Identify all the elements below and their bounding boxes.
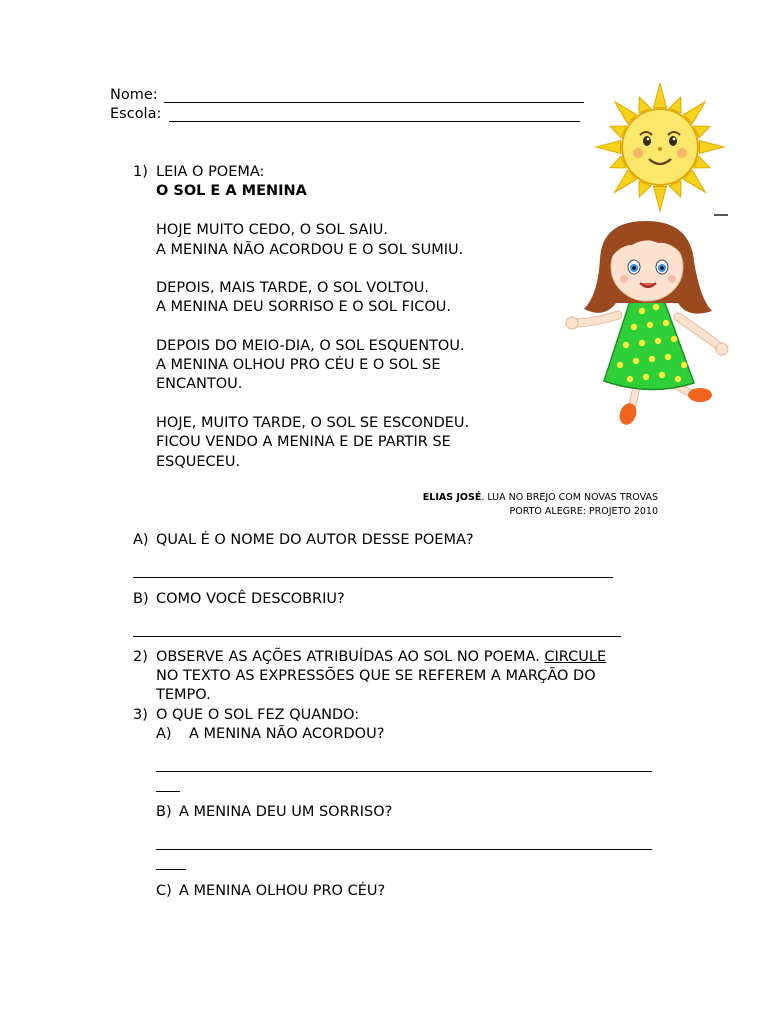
q2-line2: NO TEXTO AS EXPRESSÕES QUE SE REFEREM A MARÇÃO DO <box>156 668 596 684</box>
dress-dot-icon <box>681 362 687 368</box>
dress-dot-icon <box>649 356 655 362</box>
q1-instruction: LEIA O POEMA: <box>156 164 265 180</box>
q3a-label: A) <box>156 726 172 742</box>
poem-line: HOJE MUITO CEDO, O SOL SAIU. <box>156 222 388 238</box>
dress-dot-icon <box>639 308 645 314</box>
source-book: . LUA NO BREJO COM NOVAS TROVAS <box>481 492 658 503</box>
dress-dot-icon <box>653 304 659 310</box>
dress-dot-icon <box>647 322 653 328</box>
poem-line: DEPOIS DO MEIO-DIA, O SOL ESQUENTOU. <box>156 338 465 354</box>
dress-dot-icon <box>617 362 623 368</box>
q3c-label: C) <box>156 883 172 899</box>
name-label: Nome: <box>110 87 158 103</box>
sun-illustration <box>590 83 730 215</box>
q3-text: O QUE O SOL FEZ QUANDO: <box>156 707 360 723</box>
qb-text: COMO VOCÊ DESCOBRIU? <box>156 591 345 607</box>
dress-dot-icon <box>665 354 671 360</box>
q3-number: 3) <box>133 707 148 723</box>
q2-line3: TEMPO. <box>156 687 211 703</box>
q2-circle-word: CIRCULE <box>544 649 607 665</box>
poem-source <box>423 491 658 505</box>
dress-dot-icon <box>643 374 649 380</box>
poem-line: DEPOIS, MAIS TARDE, O SOL VOLTOU. <box>156 280 429 296</box>
q3a-text: A MENINA NÃO ACORDOU? <box>189 726 385 742</box>
dress-dot-icon <box>623 342 629 348</box>
dress-dot-icon <box>655 338 661 344</box>
q3a-answer-line-wrap[interactable] <box>156 791 180 792</box>
dress-dot-icon <box>633 358 639 364</box>
source-author: ELIAS JOSÉ <box>422 492 482 503</box>
sun-ray-icon <box>654 187 667 212</box>
poem-line: A MENINA DEU SORRISO E O SOL FICOU. <box>156 299 451 315</box>
school-answer-line[interactable] <box>169 121 580 122</box>
dress-dot-icon <box>627 376 633 382</box>
dress-dot-icon <box>659 372 665 378</box>
poem-line: ESQUECEU. <box>156 454 241 470</box>
dress-dot-icon <box>663 320 669 326</box>
q3a-answer-line[interactable] <box>156 771 652 772</box>
q3b-label: B) <box>156 804 172 820</box>
poem-line: FICOU VENDO A MENINA E DE PARTIR SE <box>156 434 451 450</box>
qa-text: QUAL É O NOME DO AUTOR DESSE POEMA? <box>156 532 474 548</box>
qb-label: B) <box>133 591 149 607</box>
girl-illustration <box>562 215 732 430</box>
poem-line: A MENINA OLHOU PRO CÉU E O SOL SE <box>156 357 441 373</box>
dress-dot-icon <box>639 340 645 346</box>
q2-line1-text: OBSERVE AS AÇÕES ATRIBUÍDAS AO SOL NO POEMA. <box>156 649 545 665</box>
source-publisher: PORTO ALEGRE: PROJETO 2010 <box>509 506 658 517</box>
q3b-answer-line[interactable] <box>156 849 652 850</box>
q2-line1 <box>156 648 606 667</box>
poem-title: O SOL E A MENINA <box>156 183 307 199</box>
q1-number: 1) <box>133 164 148 180</box>
dress-dot-icon <box>631 324 637 330</box>
q3c-text: A MENINA OLHOU PRO CÉU? <box>179 883 386 899</box>
q3b-answer-line-wrap[interactable] <box>156 869 186 870</box>
qa-label: A) <box>133 532 149 548</box>
qa-answer-line[interactable] <box>133 577 613 578</box>
poem-line: A MENINA NÃO ACORDOU E O SOL SUMIU. <box>156 242 464 258</box>
dress-dot-icon <box>675 376 681 382</box>
name-answer-line[interactable] <box>164 102 584 103</box>
sun-ray-icon <box>700 141 725 154</box>
q2-number: 2) <box>133 649 148 665</box>
school-label: Escola: <box>110 106 162 122</box>
dress-dot-icon <box>671 336 677 342</box>
q3b-text: A MENINA DEU UM SORRISO? <box>179 804 393 820</box>
sun-ray-icon <box>654 83 667 108</box>
sun-ray-icon <box>596 141 621 154</box>
qb-answer-line[interactable] <box>133 636 621 637</box>
poem-line: HOJE, MUITO TARDE, O SOL SE ESCONDEU. <box>156 415 470 431</box>
poem-line: ENCANTOU. <box>156 376 243 392</box>
